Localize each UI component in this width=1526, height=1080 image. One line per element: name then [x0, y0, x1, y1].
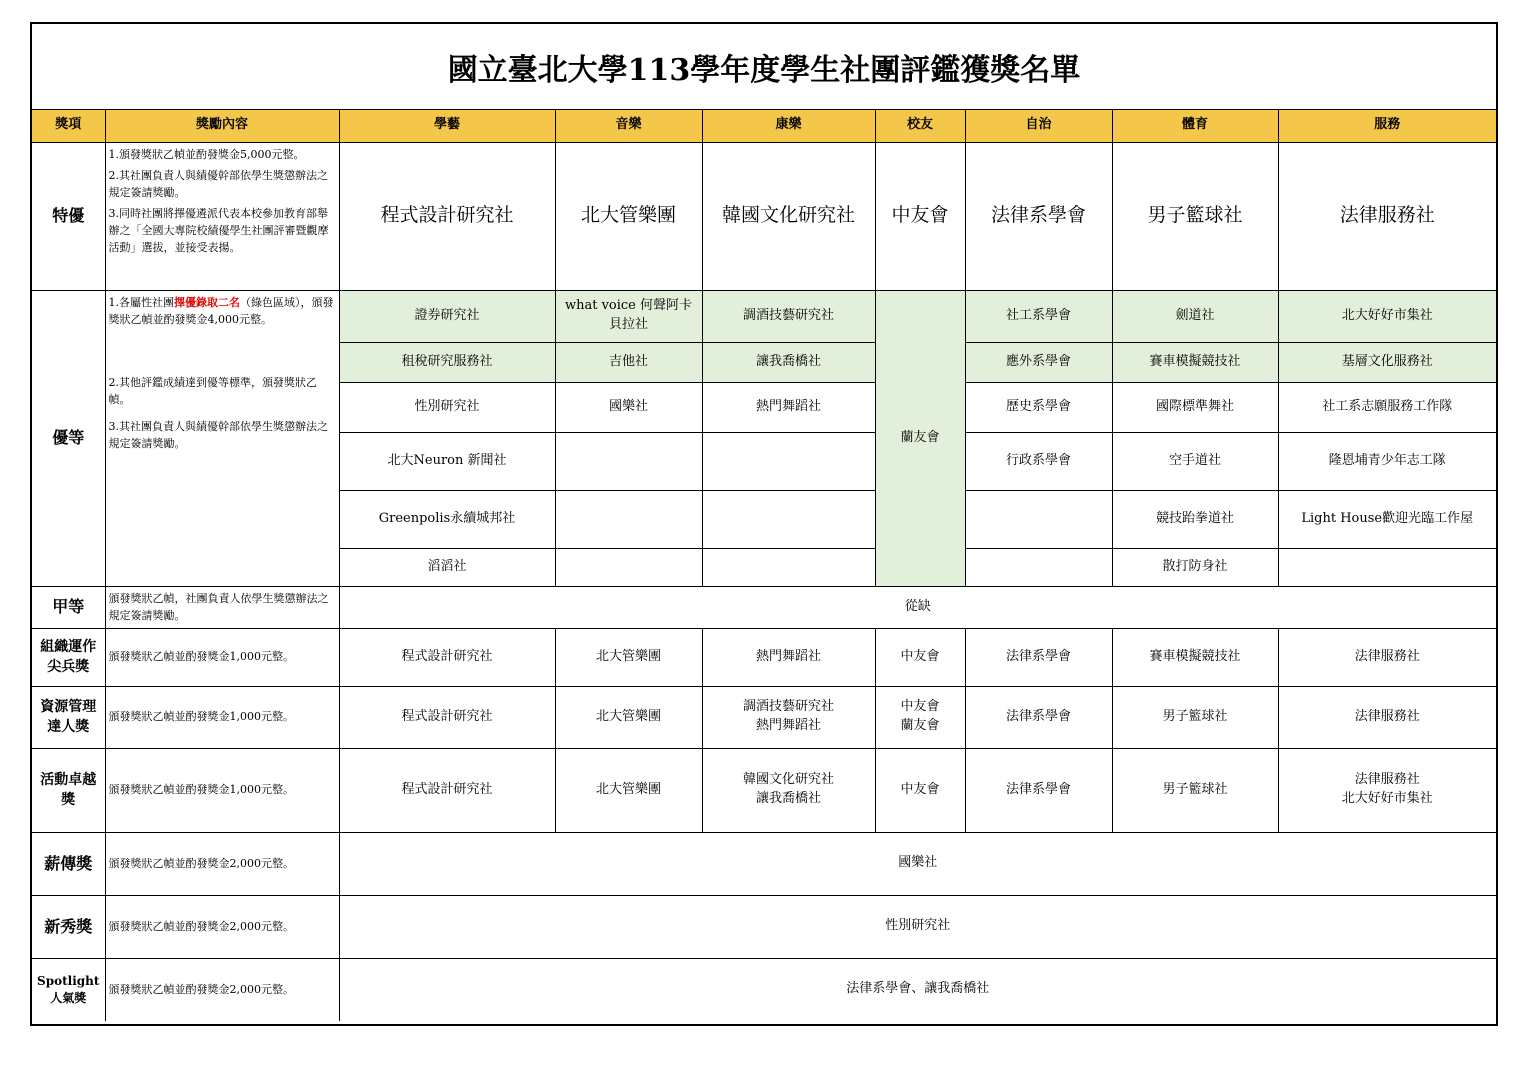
activity-award-row — [32, 748, 1496, 832]
club-cell: 法律服務社 — [1278, 686, 1496, 748]
club-cell: 法律系學會 — [965, 686, 1112, 748]
club-cell: 應外系學會 — [965, 342, 1112, 382]
club-cell: 中友會 — [875, 142, 965, 290]
club-cell: 法律服務社 — [1278, 628, 1496, 686]
club-cell: 調酒技藝研究社 熱門舞蹈社 — [702, 686, 875, 748]
special-row — [32, 142, 1496, 290]
org-award-row — [32, 628, 1496, 686]
header-cell: 校友 — [875, 110, 965, 142]
page-title: 國立臺北大學113學年度學生社團評鑑獲獎名單 — [32, 24, 1496, 110]
club-cell: 社工系學會 — [965, 290, 1112, 342]
resource-award-row — [32, 686, 1496, 748]
spotlight-award-row — [32, 958, 1496, 1021]
result-cell: 從缺 — [339, 586, 1496, 628]
club-cell: what voice 何聲阿卡貝拉社 — [555, 290, 702, 342]
desc-line: 2.其社團負責人與績優幹部依學生獎懲辦法之規定簽請獎勵。 — [108, 168, 328, 199]
club-cell: 中友會 — [875, 628, 965, 686]
club-cell: 韓國文化研究社 讓我喬橋社 — [702, 748, 875, 832]
header-cell: 學藝 — [339, 110, 555, 142]
club-cell: 基層文化服務社 — [1278, 342, 1496, 382]
result-cell: 國樂社 — [339, 832, 1496, 895]
club-cell: 中友會 — [875, 748, 965, 832]
award-sheet — [30, 22, 1498, 1026]
award-description: 頒發獎狀乙幀並酌發獎金2,000元整。 — [105, 958, 339, 1021]
award-description: 頒發獎狀乙幀並酌發獎金2,000元整。 — [105, 832, 339, 895]
award-name: 特優 — [32, 142, 105, 290]
result-cell: 法律系學會、讓我喬橋社 — [339, 958, 1496, 1021]
club-cell — [555, 432, 702, 490]
header-row — [32, 110, 1496, 142]
award-name: 活動卓越獎 — [32, 748, 105, 832]
club-cell: 賽車模擬競技社 — [1112, 342, 1278, 382]
club-cell: 北大管樂團 — [555, 142, 702, 290]
club-cell: 程式設計研究社 — [339, 628, 555, 686]
club-cell — [702, 432, 875, 490]
header-cell: 獎項 — [32, 110, 105, 142]
club-cell: 法律系學會 — [965, 142, 1112, 290]
grade-a-row — [32, 586, 1496, 628]
club-cell: Light House歡迎光臨工作屋 — [1278, 490, 1496, 548]
rookie-award-row — [32, 895, 1496, 958]
club-cell: 蘭友會 — [875, 290, 965, 586]
award-description: 頒發獎狀乙幀並酌發獎金1,000元整。 — [105, 628, 339, 686]
club-cell — [1278, 548, 1496, 586]
club-cell — [555, 548, 702, 586]
club-cell: 北大Neuron 新聞社 — [339, 432, 555, 490]
club-cell: 國樂社 — [555, 382, 702, 432]
club-cell — [702, 548, 875, 586]
club-cell: 滔滔社 — [339, 548, 555, 586]
club-cell: 男子籃球社 — [1112, 142, 1278, 290]
club-cell: 國際標準舞社 — [1112, 382, 1278, 432]
club-cell: 程式設計研究社 — [339, 686, 555, 748]
award-name: 新秀獎 — [32, 895, 105, 958]
club-cell: 行政系學會 — [965, 432, 1112, 490]
club-cell: 法律服務社 — [1278, 142, 1496, 290]
club-cell: 吉他社 — [555, 342, 702, 382]
header-cell: 音樂 — [555, 110, 702, 142]
award-description: 頒發獎狀乙幀並酌發獎金1,000元整。 — [105, 748, 339, 832]
club-cell — [965, 548, 1112, 586]
result-cell: 性別研究社 — [339, 895, 1496, 958]
club-cell: Greenpolis永續城邦社 — [339, 490, 555, 548]
club-cell: 程式設計研究社 — [339, 748, 555, 832]
header-cell: 獎勵內容 — [105, 110, 339, 142]
club-cell: 社工系志願服務工作隊 — [1278, 382, 1496, 432]
club-cell: 法律服務社 北大好好市集社 — [1278, 748, 1496, 832]
club-cell: 北大管樂團 — [555, 686, 702, 748]
desc-line — [109, 294, 336, 328]
club-cell: 散打防身社 — [1112, 548, 1278, 586]
club-cell: 熱門舞蹈社 — [702, 382, 875, 432]
award-name: 組織運作尖兵獎 — [32, 628, 105, 686]
club-cell — [965, 490, 1112, 548]
club-cell: 北大管樂團 — [555, 748, 702, 832]
award-description: 頒發獎狀乙幀，社團負責人依學生獎懲辦法之規定簽請獎勵。 — [105, 586, 339, 628]
desc-text: 1.各屬性社團 — [108, 295, 174, 309]
club-cell: 劍道社 — [1112, 290, 1278, 342]
header-cell: 自治 — [965, 110, 1112, 142]
club-cell: 男子籃球社 — [1112, 748, 1278, 832]
desc-highlight: 擇優錄取二名 — [174, 295, 240, 309]
award-table — [32, 110, 1496, 1021]
club-cell: 空手道社 — [1112, 432, 1278, 490]
award-name: 薪傳獎 — [32, 832, 105, 895]
award-name: 資源管理達人獎 — [32, 686, 105, 748]
club-cell: 競技跆拳道社 — [1112, 490, 1278, 548]
club-cell: 韓國文化研究社 — [702, 142, 875, 290]
club-cell: 性別研究社 — [339, 382, 555, 432]
club-cell: 隆恩埔青少年志工隊 — [1278, 432, 1496, 490]
club-cell — [702, 490, 875, 548]
club-cell: 調酒技藝研究社 — [702, 290, 875, 342]
award-name-line: 人氣獎 — [50, 990, 87, 1005]
club-cell: 北大管樂團 — [555, 628, 702, 686]
club-cell: 男子籃球社 — [1112, 686, 1278, 748]
club-cell: 中友會 蘭友會 — [875, 686, 965, 748]
club-cell: 熱門舞蹈社 — [702, 628, 875, 686]
header-cell: 服務 — [1278, 110, 1496, 142]
desc-line: 3.同時社團將擇優遴派代表本校參加教育部舉辦之「全國大專院校績優學生社團評審暨觀摩活動」選拔，並接受表揚。 — [108, 206, 329, 254]
legacy-award-row — [32, 832, 1496, 895]
club-cell: 北大好好市集社 — [1278, 290, 1496, 342]
award-name-line: Spotlight — [37, 973, 100, 988]
award-description — [105, 290, 339, 586]
award-description: 頒發獎狀乙幀並酌發獎金2,000元整。 — [105, 895, 339, 958]
desc-line: 2.其他評鑑成績達到優等標準，頒發獎狀乙幀。 — [108, 375, 317, 406]
desc-line: 1.頒發獎狀乙幀並酌發獎金5,000元整。 — [108, 147, 305, 161]
award-name — [32, 958, 105, 1021]
desc-text: （綠色區域），頒發獎狀乙幀並酌發獎金4,000元整。 — [108, 295, 334, 326]
club-cell: 歷史系學會 — [965, 382, 1112, 432]
club-cell — [555, 490, 702, 548]
club-cell: 讓我喬橋社 — [702, 342, 875, 382]
club-cell: 賽車模擬競技社 — [1112, 628, 1278, 686]
club-cell: 法律系學會 — [965, 748, 1112, 832]
award-name: 優等 — [32, 290, 105, 586]
excellent-row — [32, 290, 1496, 342]
club-cell: 證券研究社 — [339, 290, 555, 342]
award-description: 頒發獎狀乙幀並酌發獎金1,000元整。 — [105, 686, 339, 748]
desc-line: 3.其社團負責人與績優幹部依學生獎懲辦法之規定簽請獎勵。 — [108, 419, 328, 450]
club-cell: 租稅研究服務社 — [339, 342, 555, 382]
header-cell: 體育 — [1112, 110, 1278, 142]
header-cell: 康樂 — [702, 110, 875, 142]
club-cell: 程式設計研究社 — [339, 142, 555, 290]
club-cell: 法律系學會 — [965, 628, 1112, 686]
award-description — [105, 142, 339, 290]
award-name: 甲等 — [32, 586, 105, 628]
